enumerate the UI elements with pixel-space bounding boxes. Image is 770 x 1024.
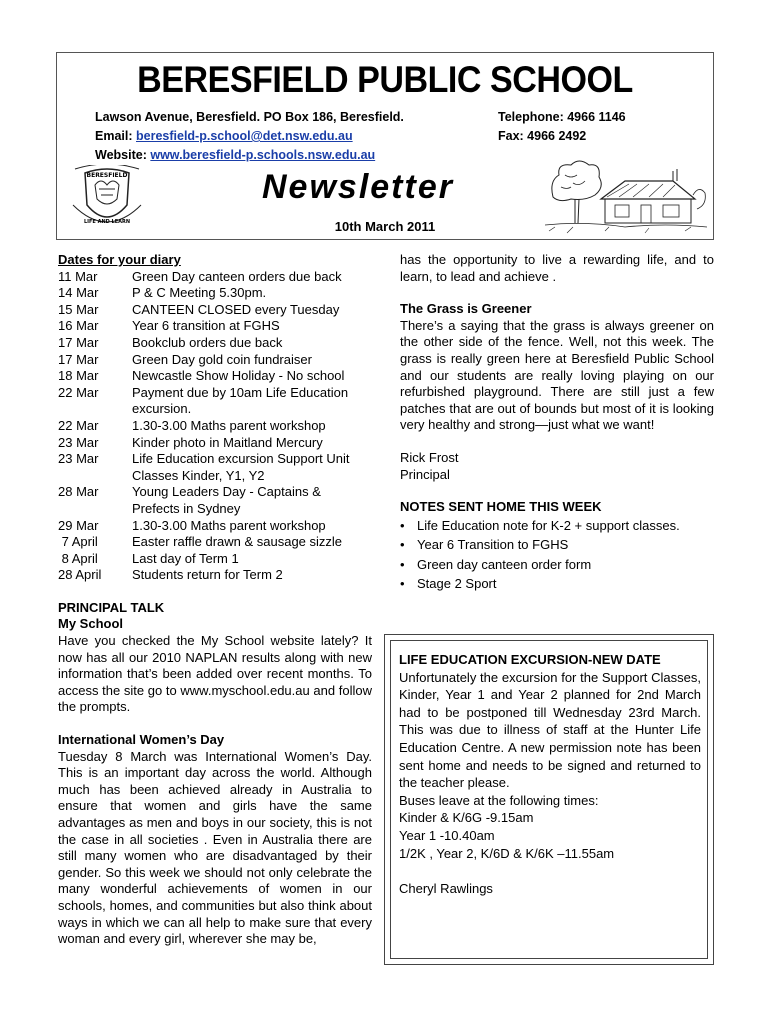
diary-date: 22 Mar (58, 384, 99, 400)
notes-heading: NOTES SENT HOME THIS WEEK (400, 499, 602, 515)
right-column (400, 252, 714, 594)
diary-event: Newcastle Show Holiday - No school (132, 368, 345, 384)
note-item: • Life Education note for K-2 + support classes. (417, 516, 714, 536)
grass-paragraph: There’s a saying that the grass is always greener on the other side of the fence. Well, not this week. The grass is really green here at Beresfield Public School and our students are really loving playing on our refurbished playground. There are still just a few patches that are out of bounds but most of it is looking very healthy and strong—just what we want! (400, 317, 714, 433)
diary-event: Students return for Term 2 (132, 567, 283, 583)
diary-date: 17 Mar (58, 351, 99, 367)
crest-top-text: BERESFIELD (86, 172, 128, 179)
diary-date: 15 Mar (58, 301, 99, 317)
diary-entry (58, 269, 372, 286)
diary-entry (58, 302, 372, 319)
diary-event: P & C Meeting 5.30pm. (132, 285, 267, 301)
diary-date: 16 Mar (58, 318, 99, 334)
life-education-signoff: Cheryl Rawlings (399, 881, 493, 897)
newsletter-header (56, 52, 714, 240)
crest-bottom-text: LIFE AND LEARN (83, 219, 131, 225)
bus-time: 1/2K , Year 2, K/6D & K/6K –11.55am (399, 845, 615, 861)
diary-date: 28 Mar (58, 484, 99, 500)
note-item: • Stage 2 Sport (417, 574, 714, 594)
bus-times-list (399, 809, 701, 862)
diary-entry (58, 385, 372, 418)
fax: Fax: 4966 2492 (498, 129, 587, 143)
diary-entry (58, 435, 372, 452)
diary-entry (58, 534, 372, 551)
buses-intro: Buses leave at the following times: (399, 792, 599, 808)
diary-heading: Dates for your diary (58, 252, 181, 267)
diary-entry (58, 518, 372, 535)
life-education-paragraph: Unfortunately the excursion for the Support Classes, Kinder, Year 1 and Year 2 planned for 2nd March had to be postponed till Wednesday 23rd March. This was due to illness of staff at the Hunter Life Education Centre. A new permission note has been sent home and needs to be signed and returned to the teacher please. (399, 669, 701, 791)
diary-event: Green Day gold coin fundraiser (132, 351, 312, 367)
diary-event: Kinder photo in Maitland Mercury (132, 434, 323, 450)
myschool-paragraph: Have you checked the My School website lately? It now has all our 2010 NAPLAN results along with new information that’s been added over recent months. To access the site go to www.myschool.edu.au and follow the prompts. (58, 633, 372, 715)
myschool-heading: My School (58, 616, 124, 632)
email-label: Email: (95, 129, 133, 143)
phone-details (498, 108, 626, 146)
principal-talk-heading: PRINCIPAL TALK (58, 599, 165, 615)
diary-entry (58, 567, 372, 584)
diary-event: Last day of Term 1 (132, 550, 239, 566)
diary-date: 7 April (58, 534, 98, 550)
diary-date: 11 Mar (58, 268, 98, 284)
diary-event: Young Leaders Day - Captains & Prefects in Sydney (132, 484, 321, 516)
bus-time: Year 1 -10.40am (399, 827, 495, 843)
left-column (58, 252, 372, 948)
diary-entry (58, 285, 372, 302)
diary-date: 23 Mar (58, 451, 99, 467)
note-item: • Year 6 Transition to FGHS (417, 535, 714, 555)
diary-event: Easter raffle drawn & sausage sizzle (132, 534, 343, 550)
diary-event: CANTEEN CLOSED every Tuesday (132, 301, 340, 317)
diary-date: 17 Mar (58, 334, 99, 350)
notes-list (400, 516, 714, 594)
diary-date: 18 Mar (58, 368, 99, 384)
diary-event: 1.30-3.00 Maths parent workshop (132, 417, 326, 433)
note-item: • Green day canteen order form (417, 555, 714, 575)
womens-day-continued: has the opportunity to live a rewarding life, and to learn, to lead and achieve . (400, 252, 714, 284)
newsletter-title: Newsletter (262, 168, 454, 206)
diary-entry (58, 418, 372, 435)
principal-signoff-name: Rick Frost (400, 449, 459, 465)
issue-date: 10th March 2011 (334, 219, 436, 234)
diary-date: 28 April (58, 567, 102, 583)
website-line (95, 146, 404, 165)
diary-event: 1.30-3.00 Maths parent workshop (132, 517, 326, 533)
diary-entry (58, 484, 372, 517)
email-link[interactable]: beresfield-p.school@det.nsw.edu.au (136, 129, 353, 143)
school-address: Lawson Avenue, Beresfield. PO Box 186, Beresfield. (95, 110, 404, 124)
diary-date: 23 Mar (58, 434, 99, 450)
grass-heading: The Grass is Greener (400, 301, 532, 317)
diary-date: 8 April (58, 550, 98, 566)
diary-entry (58, 318, 372, 335)
principal-signoff-title: Principal (400, 466, 450, 482)
womens-day-heading: International Women’s Day (58, 732, 225, 748)
life-education-notice (390, 640, 708, 959)
school-name: BERESFIELD PUBLIC SCHOOL (137, 59, 633, 100)
diary-date: 29 Mar (58, 517, 99, 533)
womens-day-paragraph: Tuesday 8 March was International Women’s Day. This is an important day across the world. Although much has been achieved already in Australia to ensure that women and girls have the same advantages as men and boys in our society, this is not the case in all societies . Even in Australia there are still many women who are disadvantaged by their gender. So this week we should not only celebrate the many wonderful achievements of women in our schools, homes, and communities but also think about ways in which we can all help to make sure that every woman and every girl, wherever she may be, (58, 748, 372, 947)
diary-list (58, 269, 372, 584)
diary-entry (58, 335, 372, 352)
diary-event: Life Education excursion Support Unit Classes Kinder, Y1, Y2 (132, 451, 350, 483)
bus-time: Kinder & K/6G -9.15am (399, 810, 534, 826)
email-line (95, 127, 404, 146)
diary-event: Green Day canteen orders due back (132, 268, 342, 284)
diary-event: Payment due by 10am Life Education excursion. (132, 384, 349, 417)
diary-date: 22 Mar (58, 417, 99, 433)
website-link[interactable]: www.beresfield-p.schools.nsw.edu.au (150, 148, 376, 162)
contact-details (95, 108, 404, 165)
diary-entry (58, 551, 372, 568)
diary-entry (58, 451, 372, 484)
diary-entry (58, 368, 372, 385)
diary-event: Year 6 transition at FGHS (132, 318, 280, 334)
life-education-heading: LIFE EDUCATION EXCURSION-NEW DATE (399, 652, 661, 667)
diary-date: 14 Mar (58, 285, 99, 301)
diary-event: Bookclub orders due back (132, 334, 283, 350)
telephone: Telephone: 4966 1146 (498, 110, 626, 124)
diary-entry (58, 352, 372, 369)
website-label: Website: (95, 148, 147, 162)
